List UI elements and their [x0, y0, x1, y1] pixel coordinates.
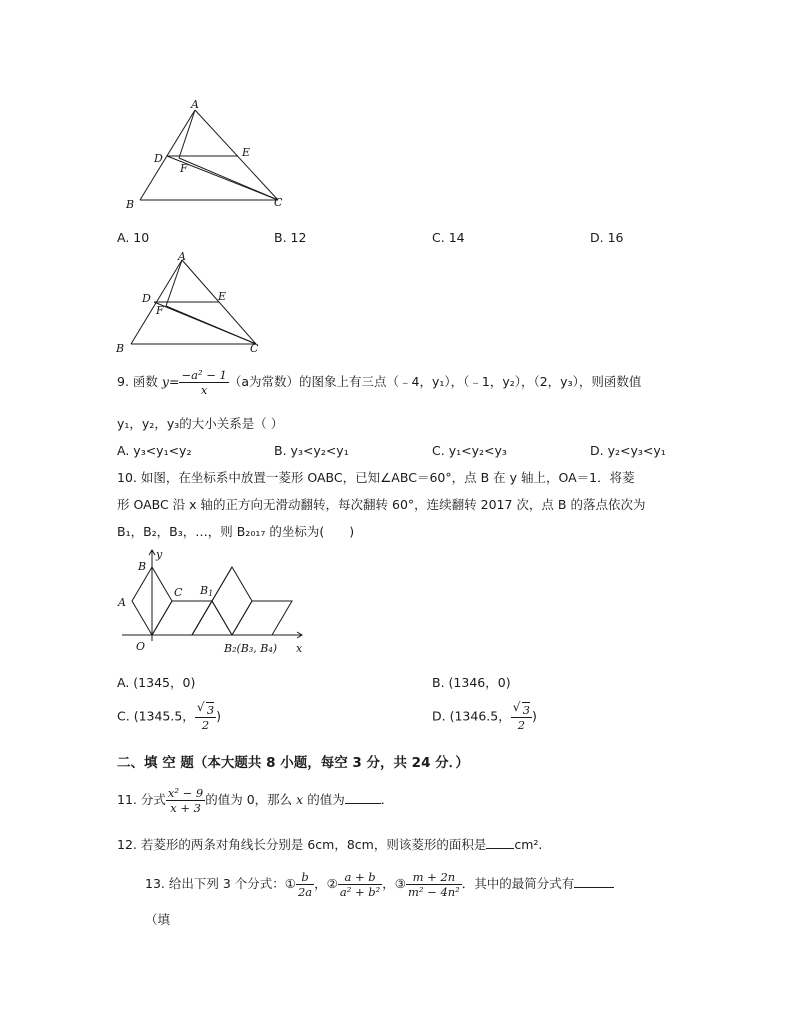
- q12-stem: 12. 若菱形的两条对角线长分别是 6cm，8cm，则该菱形的面积是 cm².: [117, 837, 543, 852]
- label-a: A: [118, 596, 126, 609]
- q13-fraction-2: $\frac{a + b}{\text{a² + b²}}$: [339, 870, 381, 899]
- q9-option-b: B. y₃<y₂<y₁: [274, 443, 349, 458]
- q10-stem-line-1: 10. 如图，在坐标系中放置一菱形 OABC，已知∠ABC＝60°，点 B 在 y 轴上，OA＝1．将菱: [117, 470, 635, 485]
- rhombus-position-3: [192, 601, 232, 635]
- figure-2-triangle: [112, 248, 272, 360]
- label-x: x: [296, 642, 303, 655]
- q13-stem-line-2: （填: [145, 912, 171, 927]
- q13-answer-blank[interactable]: [574, 875, 614, 888]
- label-d: D: [142, 292, 151, 305]
- q13-fraction-1: $\frac{b}{2a}$: [297, 870, 313, 899]
- section-2-heading: 二、填 空 题（本大题共 8 小题，每空 3 分，共 24 分．）: [117, 755, 469, 771]
- q8-option-a: A. 10: [117, 230, 150, 245]
- label-e: E: [242, 146, 251, 159]
- q9-option-c: C. y₁<y₂<y₃: [432, 443, 507, 458]
- q9-option-a: A. y₃<y₁<y₂: [117, 443, 192, 458]
- figure-3-rhombus-rolling: [112, 546, 312, 662]
- label-b: B: [116, 342, 125, 355]
- label-a: A: [191, 98, 199, 111]
- q13-fraction-3: $\frac{m + 2n}{\text{m² − 4n²}}$: [408, 870, 460, 899]
- q9-stem-line-1: 9. 函数 y= $\frac{\text{−a² − 1}}{x}$ （a为常数）的图象上有三点（﹣4，y₁），（﹣1，y₂），（2，y₃），则函数值: [117, 368, 642, 397]
- q10-stem-line-3: B₁，B₂，B₃，…，则 B₂₀₁₇ 的坐标为( ): [117, 524, 355, 539]
- q10-option-b: B. (1346，0): [432, 675, 511, 690]
- label-c: C: [250, 342, 259, 355]
- q11-answer-blank[interactable]: [345, 791, 381, 804]
- edge-af: [179, 110, 195, 158]
- rhombus-position-4: [212, 567, 252, 635]
- rhombus-position-5: [232, 601, 292, 635]
- q13-stem: 13. 给出下列 3 个分式：① $\frac{b}{2a}$ ，② $\frac{a + b}{\text{a² + b²}}$ ，③ $\frac{m + 2n}{\text{m² − 4n²}}$ ．其中的最简分式有: [145, 870, 614, 899]
- rhombus-position-1: [152, 601, 212, 635]
- label-b: B: [138, 560, 147, 573]
- label-a: A: [178, 250, 186, 263]
- edge-dc: [154, 302, 256, 344]
- q11-fraction: $\frac{\text{x² − 9}}{x + 3}$: [167, 786, 204, 815]
- label-d: D: [154, 152, 163, 165]
- q8-option-b: B. 12: [274, 230, 307, 245]
- q8-option-c: C. 14: [432, 230, 465, 245]
- edge-ab: [140, 110, 195, 200]
- q12-answer-blank[interactable]: [486, 836, 514, 849]
- q9-stem-line-2: y₁，y₂，y₃的大小关系是（ ）: [117, 416, 284, 431]
- label-b1: B1: [200, 584, 214, 598]
- q10-option-c-fraction: √ $\frac{3}{2}$: [195, 702, 216, 732]
- q10-stem-line-2: 形 OABC 沿 x 轴的正方向无滑动翻转，每次翻转 60°，连续翻转 2017 次，点 B 的落点依次为: [117, 497, 646, 512]
- q9-option-d: D. y₂<y₃<y₁: [590, 443, 666, 458]
- label-b: B: [126, 198, 135, 211]
- q10-option-d: D. (1346.5， √ $\frac{3}{2}$ ): [432, 702, 537, 732]
- q9-function-fraction: $\frac{\text{−a² − 1}}{x}$: [181, 368, 227, 397]
- q11-stem: 11. 分式 $\frac{\text{x² − 9}}{x + 3}$ 的值为 0，那么 x 的值为 ．: [117, 786, 394, 815]
- label-b2-b3-b4: B₂(B₃, B₄): [224, 642, 278, 655]
- label-y: y: [156, 548, 163, 561]
- edge-ac: [195, 110, 278, 200]
- q10-option-a: A. (1345，0): [117, 675, 196, 690]
- label-c: C: [174, 586, 183, 599]
- q8-option-d: D. 16: [590, 230, 624, 245]
- label-o: O: [136, 640, 146, 653]
- label-f: F: [180, 162, 188, 175]
- q10-option-c: C. (1345.5， √ $\frac{3}{2}$ ): [117, 702, 221, 732]
- label-c: C: [274, 196, 283, 209]
- figure-1-triangle: [118, 96, 298, 216]
- label-e: E: [218, 290, 227, 303]
- label-f: F: [156, 304, 164, 317]
- q10-option-d-fraction: √ $\frac{3}{2}$: [511, 702, 532, 732]
